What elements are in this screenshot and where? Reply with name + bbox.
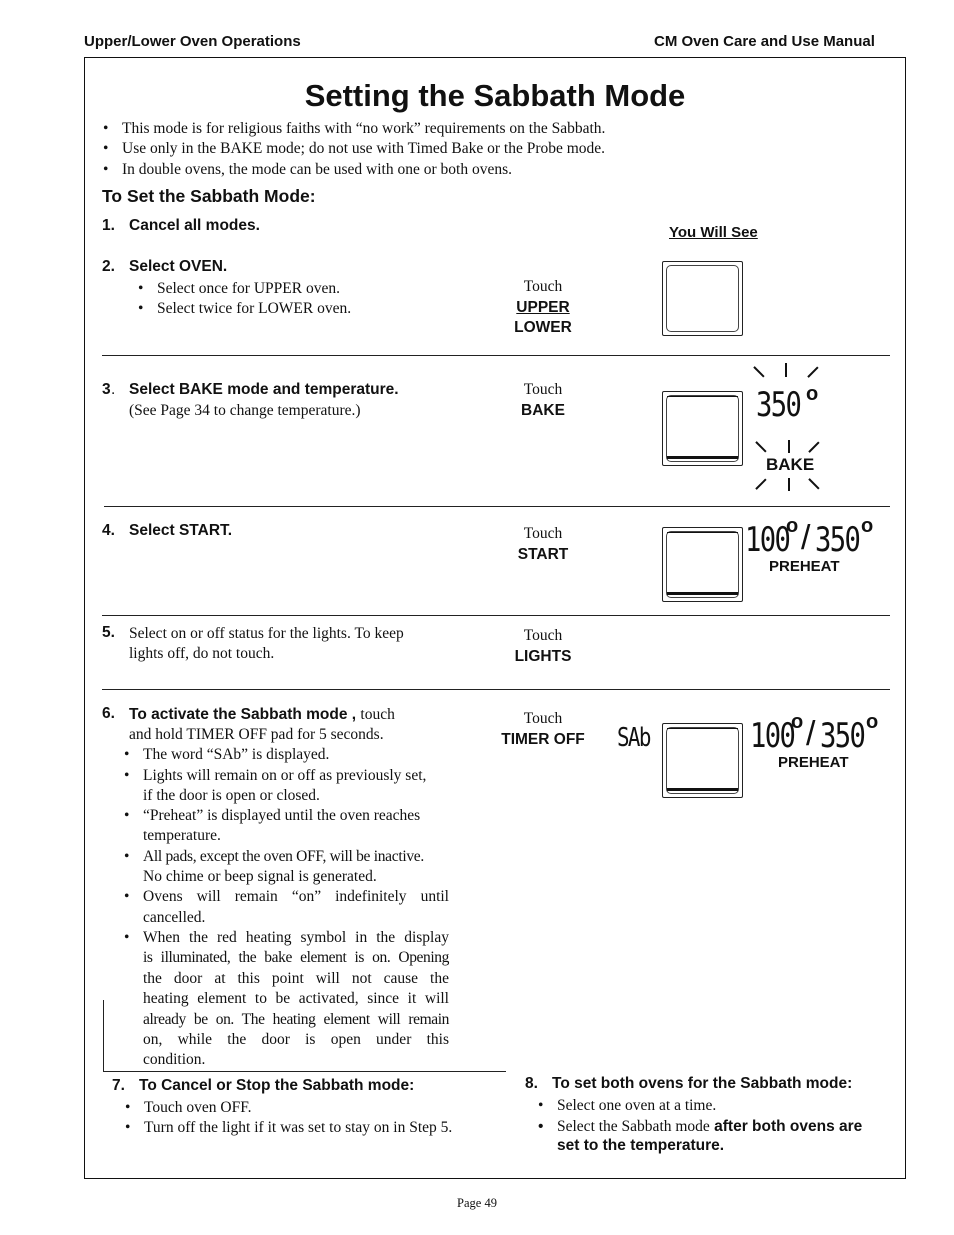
you-will-see-heading: You Will See xyxy=(669,224,758,241)
step8-bullet-2-text: Select the Sabbath mode xyxy=(557,1118,710,1135)
step8-bullet-1: • Select one oven at a time. xyxy=(557,1096,716,1116)
step1-title: Cancel all modes. xyxy=(129,217,260,234)
bake-temperature: 350 xyxy=(756,385,801,425)
display-top-bar xyxy=(667,728,738,729)
divider xyxy=(103,1071,506,1072)
intro-bullet-1: • This mode is for religious faiths with “no work” requirements on the Sabbath. xyxy=(122,119,605,139)
oven-display-bake xyxy=(662,391,743,466)
slash: / xyxy=(806,715,816,753)
step6-bullet-2-cont: if the door is open or closed. xyxy=(143,787,320,804)
bake-label: BAKE xyxy=(766,455,815,474)
display-window xyxy=(666,727,739,794)
degree-symbol: o xyxy=(861,515,874,537)
preheat-label: PREHEAT xyxy=(769,558,840,575)
step2-bullet-2: • Select twice for LOWER oven. xyxy=(157,299,351,319)
step6-bullet-2: • Lights will remain on or off as previously set, xyxy=(143,766,426,786)
header-right: CM Oven Care and Use Manual xyxy=(654,33,875,50)
current-temperature: 100 xyxy=(750,716,795,756)
current-temperature: 100 xyxy=(745,520,790,560)
degree-symbol: o xyxy=(786,515,799,537)
step8-bullet-2 xyxy=(557,1117,862,1137)
timer-off-key[interactable]: TIMER OFF xyxy=(501,730,585,748)
step2-num: 2. xyxy=(102,258,115,275)
step6-bullet-6-line3: the door at this point will not cause the xyxy=(143,970,449,987)
step1-num: 1. xyxy=(102,217,115,234)
display-bottom-bar xyxy=(667,456,738,459)
step6-bullet-5-cont: cancelled. xyxy=(143,909,206,926)
touch-label: Touch xyxy=(523,627,563,644)
display-top-bar xyxy=(667,532,738,533)
degree-symbol: o xyxy=(791,711,804,733)
step6-bullet-6-line5: already be on. The heating element will remain xyxy=(143,1011,449,1028)
step6-bullet-6-line4: heating element to be activated, since it will xyxy=(143,990,449,1007)
oven-display-sabbath xyxy=(662,723,743,798)
step6-line2: and hold TIMER OFF pad for 5 seconds. xyxy=(129,726,384,743)
bake-key[interactable]: BAKE xyxy=(521,401,565,419)
step6-title: To activate the Sabbath mode , xyxy=(129,706,357,723)
step6-bullet-1: • The word “SAb” is displayed. xyxy=(143,745,329,765)
step7-bullet-2: • Turn off the light if it was set to stay on in Step 5. xyxy=(144,1118,452,1138)
subheading: To Set the Sabbath Mode: xyxy=(102,186,316,206)
step3-title: Select BAKE mode and temperature. xyxy=(129,381,399,398)
step6-bullet-6-line6: on, while the door is open under this xyxy=(143,1031,449,1048)
divider xyxy=(103,1000,104,1071)
step8-bullet-2-bold: after both ovens are xyxy=(714,1118,863,1135)
step8-bullet-2-cont: set to the temperature. xyxy=(557,1137,725,1154)
divider xyxy=(102,689,890,690)
step7-bullet-1: • Touch oven OFF. xyxy=(144,1098,251,1118)
step6-num: 6. xyxy=(102,705,115,722)
divider xyxy=(102,615,890,616)
step6-touch xyxy=(473,709,613,750)
touch-label: Touch xyxy=(523,278,563,295)
preheat-label: PREHEAT xyxy=(778,754,849,771)
step4-num: 4. xyxy=(102,522,115,539)
step4-touch xyxy=(473,524,613,565)
step5-touch xyxy=(473,626,613,667)
touch-label: Touch xyxy=(523,381,563,398)
target-temperature: 350 xyxy=(815,520,860,560)
oven-display-start xyxy=(662,527,743,602)
step6-bullet-3-cont: temperature. xyxy=(143,827,221,844)
step6-title-rest: touch xyxy=(360,706,395,723)
display-window xyxy=(666,395,739,462)
intro-bullet-3: • In double ovens, the mode can be used with one or both ovens. xyxy=(122,160,512,180)
page-title: Setting the Sabbath Mode xyxy=(304,78,686,113)
step6-bullet-6-line7: condition. xyxy=(143,1051,206,1068)
step6-bullet-4: • All pads, except the oven OFF, will be inactive. xyxy=(143,847,424,867)
divider xyxy=(102,355,890,356)
step8-num: 8. xyxy=(525,1075,538,1092)
page-number: Page 49 xyxy=(457,1196,497,1210)
step3-num: 3 xyxy=(102,381,111,398)
upper-key[interactable]: UPPER xyxy=(516,298,570,316)
display-bottom-bar xyxy=(667,592,738,595)
target-temperature: 350 xyxy=(820,716,865,756)
step7-num: 7. xyxy=(112,1077,125,1094)
sab-readout: SAb xyxy=(617,723,650,753)
slash: / xyxy=(801,519,811,557)
step5-num: 5. xyxy=(102,624,115,641)
header-left: Upper/Lower Oven Operations xyxy=(84,33,301,50)
step2-title: Select OVEN. xyxy=(129,258,228,275)
display-window xyxy=(666,265,739,332)
step4-title: Select START. xyxy=(129,522,233,539)
step6-bullet-5: • Ovens will remain “on” indefinitely until xyxy=(143,887,449,907)
display-top-bar xyxy=(667,396,738,397)
touch-label: Touch xyxy=(523,710,563,727)
degree-symbol: o xyxy=(806,383,819,405)
start-key[interactable]: START xyxy=(517,545,569,563)
step2-touch xyxy=(473,277,613,339)
lights-key[interactable]: LIGHTS xyxy=(514,647,572,665)
display-bottom-bar xyxy=(667,788,738,791)
touch-label: Touch xyxy=(523,525,563,542)
step8-title: To set both ovens for the Sabbath mode: xyxy=(552,1075,853,1092)
display-window xyxy=(666,531,739,598)
step6-bullet-6: • When the red heating symbol in the display xyxy=(143,928,449,948)
step3-touch xyxy=(473,380,613,421)
lower-key[interactable]: LOWER xyxy=(514,319,572,336)
oven-display-blank xyxy=(662,261,743,336)
step6-bullet-4-cont: No chime or beep signal is generated. xyxy=(143,868,377,885)
intro-bullet-2: • Use only in the BAKE mode; do not use with Timed Bake or the Probe mode. xyxy=(122,139,605,159)
step5-line2: lights off, do not touch. xyxy=(129,645,275,662)
divider xyxy=(104,506,890,507)
step7-title: To Cancel or Stop the Sabbath mode: xyxy=(139,1077,415,1094)
step5-line1: Select on or off status for the lights. To keep xyxy=(129,625,404,642)
step2-bullet-1: • Select once for UPPER oven. xyxy=(157,279,340,299)
step6-bullet-3: • “Preheat” is displayed until the oven reaches xyxy=(143,806,420,826)
step3-note: (See Page 34 to change temperature.) xyxy=(129,402,361,419)
degree-symbol: o xyxy=(866,711,879,733)
step6-bullet-6-line2: is illuminated, the bake element is on. Opening xyxy=(143,949,449,966)
